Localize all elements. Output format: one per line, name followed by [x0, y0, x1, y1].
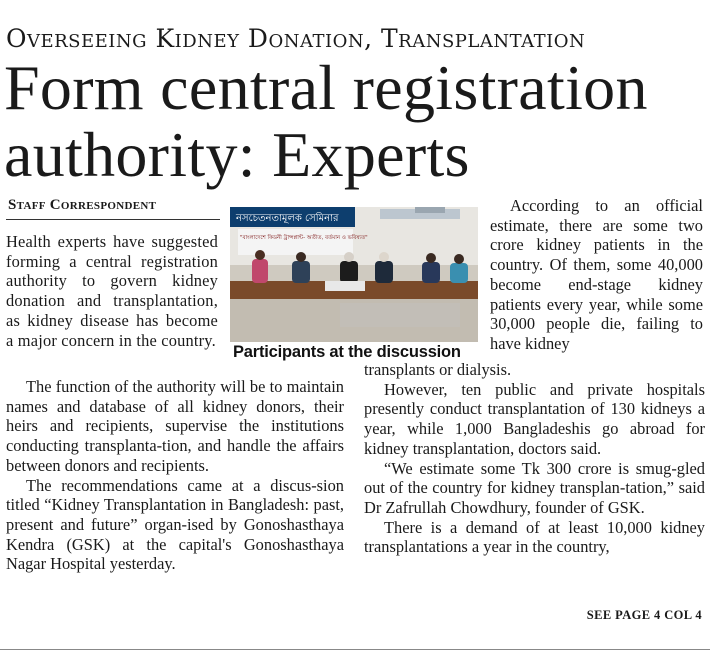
footer-rule	[0, 649, 710, 650]
photo-caption: Participants at the discussion	[233, 343, 461, 361]
byline: Staff Correspondent	[8, 197, 157, 213]
paragraph: The recommendations came at a discus-sion titled “Kidney Transplantation in Bangladesh: past, present and future” organ-ised by Gonoshasthaya Kendra (GSK) at the capital's Gonoshasthaya Nagar Hospital yesterday.	[6, 475, 344, 574]
paragraph: “We estimate some Tk 300 crore is smug-gled out of the country for kidney transplan-tation,” said Dr Zafrullah Chowdhury, founder of GSK.	[364, 458, 705, 517]
right-column	[490, 196, 703, 354]
participants-image	[230, 207, 478, 342]
paragraph: However, ten public and private hospitals presently conduct transplantation of 130 kidneys a year, while 1,000 Bangladeshis go abroad for kidney transplantation, doctors said.	[364, 379, 705, 458]
byline-rule	[6, 219, 220, 220]
banner-subtitle: "বাংলাদেশে কিডনী ট্রান্সপ্লান্ট- অতীত, বর্তমান ও ভবিষ্যত"	[240, 235, 368, 241]
left-column-lower	[6, 377, 344, 574]
paragraph: There is a demand of at least 10,000 kidney transplantations a year in the country,	[364, 517, 705, 557]
continuation-note: SEE PAGE 4 COL 4	[586, 608, 702, 622]
article-kicker: Overseeing Kidney Donation, Transplantation	[6, 24, 586, 53]
paragraph: transplants or dialysis.	[364, 360, 512, 379]
right-column-lower	[364, 360, 705, 557]
discussion-photo	[230, 207, 478, 342]
paragraph: Health experts have suggested forming a central registration authority to govern kidney donation and transplantation, as kidney disease has become a major concern in the country.	[6, 232, 218, 350]
left-column	[6, 232, 218, 350]
banner-text: নসচেতনতামূলক সেমিনার	[236, 213, 339, 224]
paragraph: The function of the authority will be to maintain names and database of all kidney donors, their heirs and recipients, supervise the institutions conducting transplanta-tion, and handle the affairs between donors and recipients.	[6, 377, 344, 475]
paragraph: According to an official estimate, there are some two crore kidney patients in the country. Of them, some 40,000 become end-stage kidney patients every year, while some 30,000 people die, failing to have kidney	[490, 196, 703, 353]
article-headline: Form central registration authority: Experts	[4, 52, 648, 190]
